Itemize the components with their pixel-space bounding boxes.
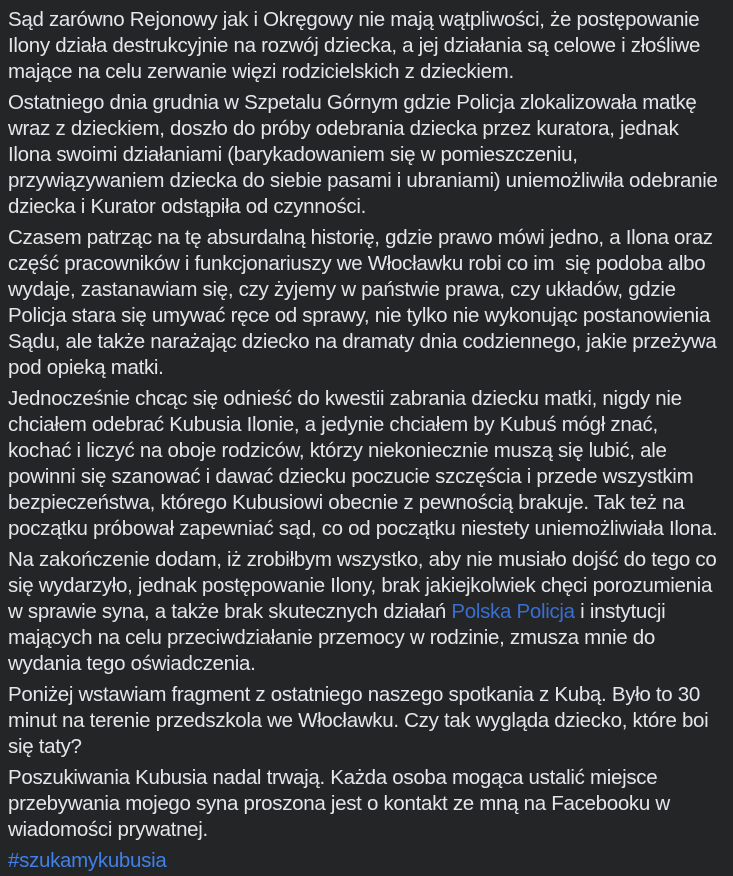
post-paragraph: Poniżej wstawiam fragment z ostatniego naszego spotkania z Kubą. Było to 30 minut na terenie przedszkola we Włocławku. Czy tak wygląda dziecko, które boi się taty?: [8, 683, 714, 758]
hashtag-link[interactable]: #szukamykubusia: [8, 849, 167, 872]
post-paragraph: Ostatniego dnia grudnia w Szpetalu Górnym gdzie Policja zlokalizowała matkę wraz z dzieckiem, doszło do próby odebrania dziecka przez kuratora, jednak Ilona swoimi działaniami (barykadowaniem się w pomieszczeniu, przywiązywaniem dziecka do siebie pasami i ubraniami) uniemożliwiła odebranie dziecka i Kurator odstąpiła od czynności.: [8, 91, 723, 218]
page-mention-link[interactable]: Polska Policja: [451, 600, 575, 623]
post-paragraph: Sąd zarówno Rejonowy jak i Okręgowy nie mają wątpliwości, że postępowanie Ilony działa destrukcyjnie na rozwój dziecka, a jej działania są celowe i złośliwe mające na celu zerwanie więzi rodzicielskich z dzieckiem.: [8, 8, 706, 83]
post-paragraph: Jednocześnie chcąc się odnieść do kwestii zabrania dziecku matki, nigdy nie chciałem odebrać Kubusia Ilonie, a jedynie chciałem by Kubuś mógł znać, kochać i liczyć na oboje rodziców, którzy niekoniecznie muszą się lubić, ale powinni się szanować i dawać dziecku poczucie szczęścia i przede wszystkim bezpieczeństwa, którego Kubusiowi obecnie z pewnością brakuje. Tak też na początku próbował zapewniać sąd, co od początku niestety uniemożliwiała Ilona.: [8, 387, 718, 540]
post-paragraph: Poszukiwania Kubusia nadal trwają. Każda osoba mogąca ustalić miejsce przebywania mojego syna proszona jest o kontakt ze mną na Facebooku w wiadomości prywatnej.: [8, 766, 676, 841]
post-paragraph: [8, 547, 722, 677]
post-paragraph: [8, 848, 719, 874]
paragraph-text: i instytucji mających na celu przeciwdziałanie przemocy w rodzinie, zmusza mnie do wydania tego oświadczenia.: [8, 600, 671, 675]
paragraph-text: Na zakończenie dodam, iż zrobiłbym wszystko, aby nie musiało dojść do tego co się wydarzyło, jednak postępowanie Ilony, brak jakiejkolwiek chęci porozumienia w sprawie syna, a także brak skutecznych działań: [8, 548, 722, 623]
post-paragraph: Czasem patrząc na tę absurdalną historię, gdzie prawo mówi jedno, a Ilona oraz część pracowników i funkcjonariuszy we Włocławku robi co im się podoba albo wydaje, zastanawiam się, czy żyjemy w państwie prawa, czy układów, gdzie Policja stara się umywać ręce od sprawy, nie tylko nie wykonując postanowienia Sądu, ale także narażając dziecko na dramaty dnia codziennego, jakie przeżywa pod opieką matki.: [8, 226, 722, 379]
